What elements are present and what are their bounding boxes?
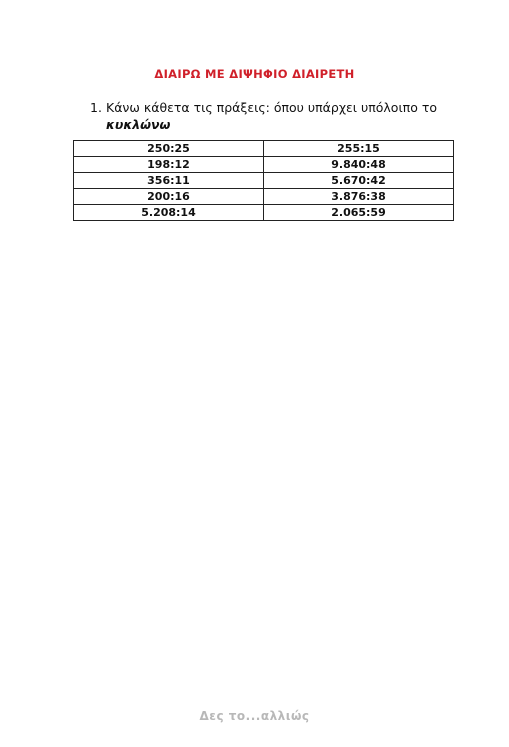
table-row [74,173,454,189]
division-exercise-cell: 200:16 [74,189,264,205]
instruction-emphasis: κυκλώνω [106,117,171,132]
division-exercise-cell: 198:12 [74,157,264,173]
division-exercises-table [73,140,454,221]
table-row [74,141,454,157]
footer-watermark: Δες το...αλλιώς [199,709,310,723]
division-exercise-cell: 250:25 [74,141,264,157]
division-exercise-cell: 3.876:38 [264,189,454,205]
table-row [74,205,454,221]
division-exercise-cell: 5.208:14 [74,205,264,221]
division-exercise-cell: 9.840:48 [264,157,454,173]
instruction-text: Κάνω κάθετα τις πράξεις: όπου υπάρχει υπόλοιπο το [106,100,437,115]
table-row [74,189,454,205]
table-row [74,157,454,173]
exercise-number: 1. [90,100,102,115]
division-exercise-cell: 356:11 [74,173,264,189]
worksheet-title: ΔΙΑΙΡΩ ΜΕ ΔΙΨΗΦΙΟ ΔΙΑΙΡΕΤΗ [154,67,355,81]
division-exercise-cell: 2.065:59 [264,205,454,221]
division-exercise-cell: 5.670:42 [264,173,454,189]
exercise-instruction [90,99,460,133]
division-exercise-cell: 255:15 [264,141,454,157]
